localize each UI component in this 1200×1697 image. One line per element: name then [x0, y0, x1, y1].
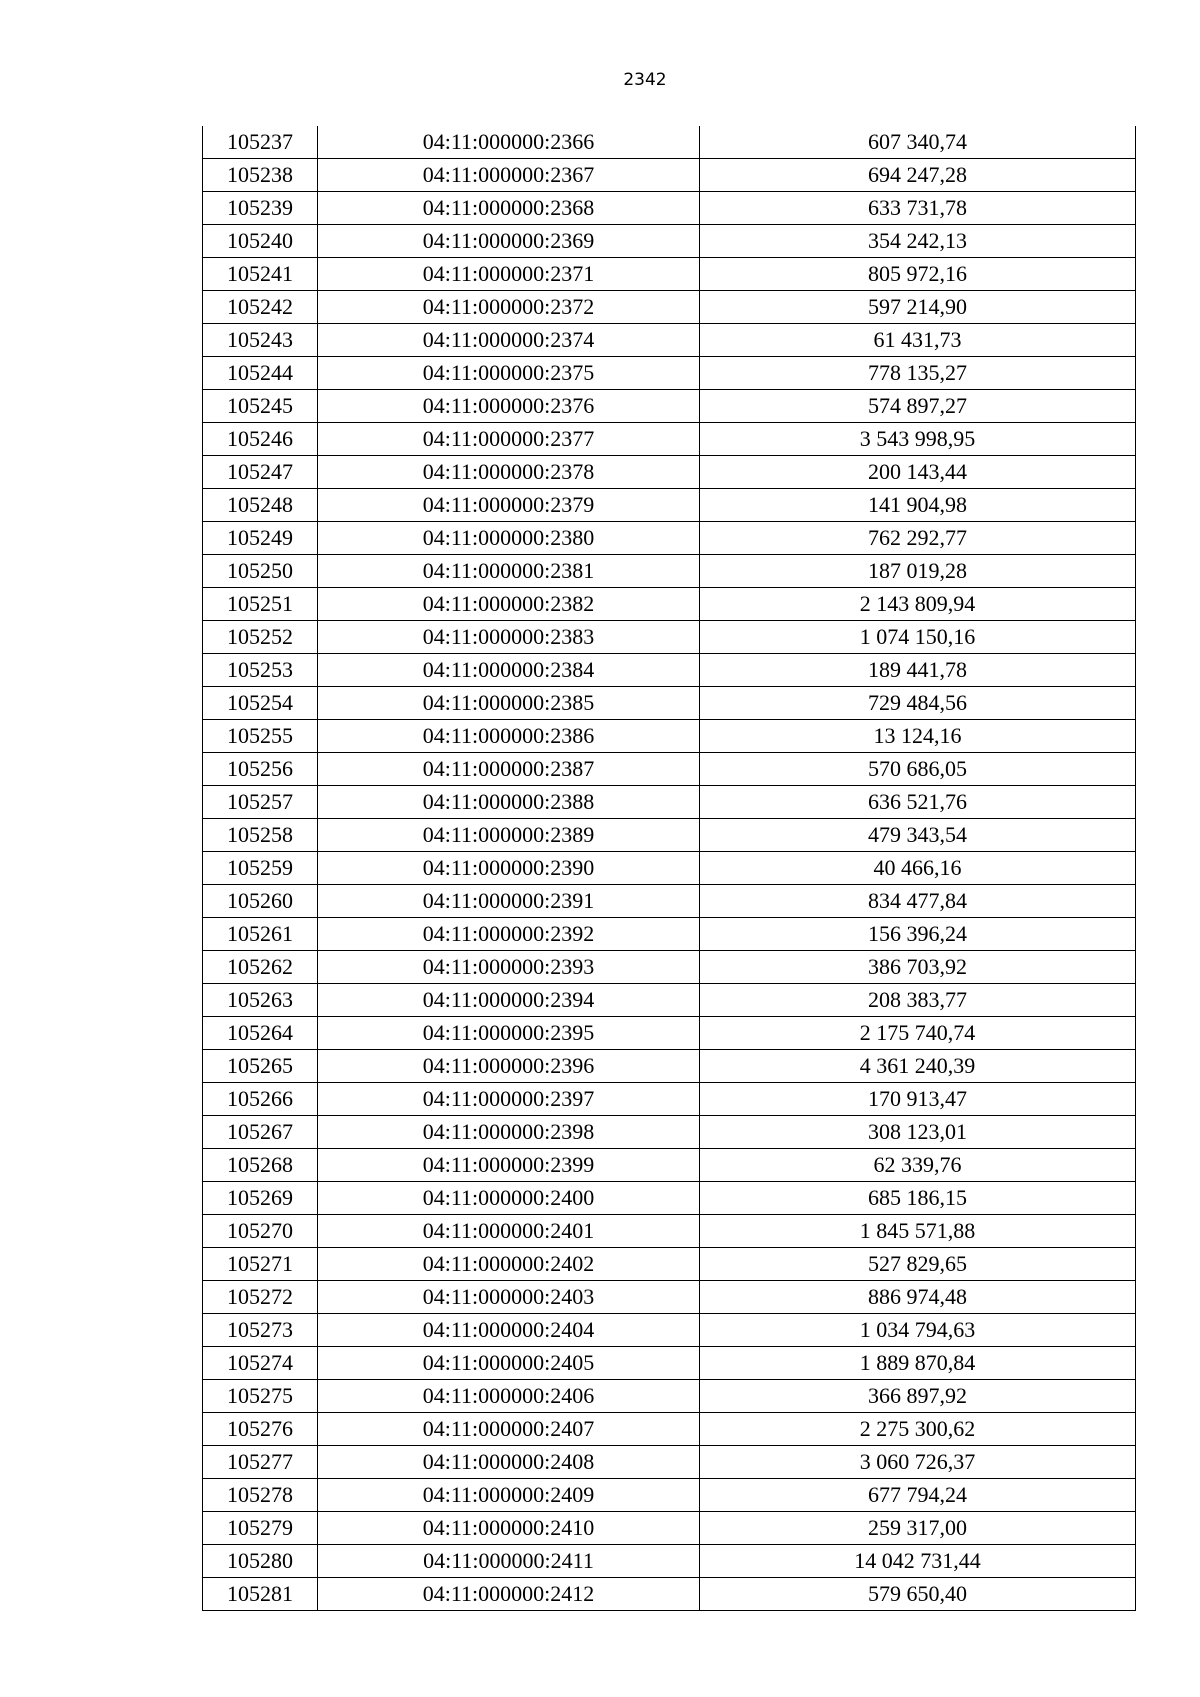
cadastral-number-cell: 04:11:000000:2390: [318, 852, 700, 885]
cadastral-value-cell: 354 242,13: [700, 225, 1136, 258]
record-number-cell: 105275: [203, 1380, 318, 1413]
cadastral-number-cell: 04:11:000000:2391: [318, 885, 700, 918]
cadastral-value-cell: 3 543 998,95: [700, 423, 1136, 456]
record-number-cell: 105241: [203, 258, 318, 291]
cadastral-value-cell: 805 972,16: [700, 258, 1136, 291]
cadastral-value-cell: 308 123,01: [700, 1116, 1136, 1149]
record-number-cell: 105239: [203, 192, 318, 225]
table-row: [203, 1446, 1136, 1479]
cadastral-number-cell: 04:11:000000:2378: [318, 456, 700, 489]
cadastral-number-cell: 04:11:000000:2407: [318, 1413, 700, 1446]
cadastral-value-cell: 3 060 726,37: [700, 1446, 1136, 1479]
cadastral-value-cell: 170 913,47: [700, 1083, 1136, 1116]
record-number-cell: 105258: [203, 819, 318, 852]
table-row: [203, 1083, 1136, 1116]
record-number-cell: 105272: [203, 1281, 318, 1314]
table-row: [203, 1380, 1136, 1413]
cadastral-value-cell: 386 703,92: [700, 951, 1136, 984]
record-number-cell: 105273: [203, 1314, 318, 1347]
record-number-cell: 105261: [203, 918, 318, 951]
table-row: [203, 852, 1136, 885]
record-number-cell: 105265: [203, 1050, 318, 1083]
table-row: [203, 1215, 1136, 1248]
table-row: [203, 1479, 1136, 1512]
table-row: [203, 786, 1136, 819]
table-row: [203, 654, 1136, 687]
cadastral-value-cell: 189 441,78: [700, 654, 1136, 687]
table-row: [203, 423, 1136, 456]
record-number-cell: 105277: [203, 1446, 318, 1479]
record-number-cell: 105240: [203, 225, 318, 258]
record-number-cell: 105266: [203, 1083, 318, 1116]
cadastral-value-cell: 2 143 809,94: [700, 588, 1136, 621]
record-number-cell: 105259: [203, 852, 318, 885]
table-row: [203, 621, 1136, 654]
record-number-cell: 105250: [203, 555, 318, 588]
table-row: [203, 1545, 1136, 1578]
table-row: [203, 1017, 1136, 1050]
cadastral-value-cell: 1 074 150,16: [700, 621, 1136, 654]
cadastral-value-cell: 4 361 240,39: [700, 1050, 1136, 1083]
record-number-cell: 105249: [203, 522, 318, 555]
record-number-cell: 105244: [203, 357, 318, 390]
cadastral-number-cell: 04:11:000000:2380: [318, 522, 700, 555]
record-number-cell: 105237: [203, 126, 318, 159]
cadastral-value-cell: 200 143,44: [700, 456, 1136, 489]
table-row: [203, 1314, 1136, 1347]
cadastral-number-cell: 04:11:000000:2399: [318, 1149, 700, 1182]
cadastral-number-cell: 04:11:000000:2389: [318, 819, 700, 852]
record-number-cell: 105246: [203, 423, 318, 456]
cadastral-number-cell: 04:11:000000:2392: [318, 918, 700, 951]
table-row: [203, 687, 1136, 720]
record-number-cell: 105256: [203, 753, 318, 786]
cadastral-value-cell: 570 686,05: [700, 753, 1136, 786]
table-row: [203, 1347, 1136, 1380]
table-row: [203, 1050, 1136, 1083]
table-row: [203, 522, 1136, 555]
cadastral-number-cell: 04:11:000000:2384: [318, 654, 700, 687]
cadastral-number-cell: 04:11:000000:2409: [318, 1479, 700, 1512]
cadastral-number-cell: 04:11:000000:2406: [318, 1380, 700, 1413]
table-row: [203, 819, 1136, 852]
record-number-cell: 105260: [203, 885, 318, 918]
registry-table-body: [203, 126, 1136, 1611]
table-row: [203, 720, 1136, 753]
table-row: [203, 225, 1136, 258]
record-number-cell: 105270: [203, 1215, 318, 1248]
record-number-cell: 105271: [203, 1248, 318, 1281]
table-row: [203, 1182, 1136, 1215]
record-number-cell: 105243: [203, 324, 318, 357]
cadastral-number-cell: 04:11:000000:2375: [318, 357, 700, 390]
record-number-cell: 105267: [203, 1116, 318, 1149]
cadastral-value-cell: 1 034 794,63: [700, 1314, 1136, 1347]
cadastral-value-cell: 1 889 870,84: [700, 1347, 1136, 1380]
cadastral-number-cell: 04:11:000000:2376: [318, 390, 700, 423]
cadastral-value-cell: 2 175 740,74: [700, 1017, 1136, 1050]
record-number-cell: 105252: [203, 621, 318, 654]
cadastral-value-cell: 61 431,73: [700, 324, 1136, 357]
record-number-cell: 105279: [203, 1512, 318, 1545]
cadastral-number-cell: 04:11:000000:2400: [318, 1182, 700, 1215]
cadastral-number-cell: 04:11:000000:2411: [318, 1545, 700, 1578]
record-number-cell: 105263: [203, 984, 318, 1017]
cadastral-value-cell: 579 650,40: [700, 1578, 1136, 1611]
cadastral-number-cell: 04:11:000000:2388: [318, 786, 700, 819]
record-number-cell: 105262: [203, 951, 318, 984]
cadastral-number-cell: 04:11:000000:2387: [318, 753, 700, 786]
table-row: [203, 1413, 1136, 1446]
cadastral-number-cell: 04:11:000000:2371: [318, 258, 700, 291]
table-row: [203, 159, 1136, 192]
cadastral-value-cell: 607 340,74: [700, 126, 1136, 159]
cadastral-value-cell: 762 292,77: [700, 522, 1136, 555]
cadastral-value-cell: 574 897,27: [700, 390, 1136, 423]
cadastral-value-cell: 14 042 731,44: [700, 1545, 1136, 1578]
table-row: [203, 555, 1136, 588]
record-number-cell: 105280: [203, 1545, 318, 1578]
record-number-cell: 105257: [203, 786, 318, 819]
cadastral-value-cell: 13 124,16: [700, 720, 1136, 753]
table-row: [203, 984, 1136, 1017]
table-row: [203, 951, 1136, 984]
table-row: [203, 1248, 1136, 1281]
cadastral-number-cell: 04:11:000000:2393: [318, 951, 700, 984]
cadastral-value-cell: 778 135,27: [700, 357, 1136, 390]
table-row: [203, 324, 1136, 357]
cadastral-value-cell: 2 275 300,62: [700, 1413, 1136, 1446]
cadastral-number-cell: 04:11:000000:2383: [318, 621, 700, 654]
cadastral-number-cell: 04:11:000000:2396: [318, 1050, 700, 1083]
cadastral-number-cell: 04:11:000000:2374: [318, 324, 700, 357]
cadastral-number-cell: 04:11:000000:2408: [318, 1446, 700, 1479]
cadastral-value-cell: 1 845 571,88: [700, 1215, 1136, 1248]
table-row: [203, 588, 1136, 621]
cadastral-value-cell: 527 829,65: [700, 1248, 1136, 1281]
table-row: [203, 489, 1136, 522]
cadastral-number-cell: 04:11:000000:2404: [318, 1314, 700, 1347]
record-number-cell: 105278: [203, 1479, 318, 1512]
cadastral-number-cell: 04:11:000000:2368: [318, 192, 700, 225]
cadastral-number-cell: 04:11:000000:2379: [318, 489, 700, 522]
cadastral-number-cell: 04:11:000000:2381: [318, 555, 700, 588]
table-row: [203, 1578, 1136, 1611]
table-row: [203, 456, 1136, 489]
cadastral-value-cell: 886 974,48: [700, 1281, 1136, 1314]
cadastral-number-cell: 04:11:000000:2367: [318, 159, 700, 192]
record-number-cell: 105274: [203, 1347, 318, 1380]
cadastral-value-cell: 597 214,90: [700, 291, 1136, 324]
record-number-cell: 105251: [203, 588, 318, 621]
table-row: [203, 1149, 1136, 1182]
cadastral-number-cell: 04:11:000000:2402: [318, 1248, 700, 1281]
cadastral-value-cell: 633 731,78: [700, 192, 1136, 225]
cadastral-number-cell: 04:11:000000:2377: [318, 423, 700, 456]
cadastral-number-cell: 04:11:000000:2369: [318, 225, 700, 258]
cadastral-value-cell: 141 904,98: [700, 489, 1136, 522]
record-number-cell: 105253: [203, 654, 318, 687]
table-row: [203, 258, 1136, 291]
cadastral-value-cell: 636 521,76: [700, 786, 1136, 819]
cadastral-value-cell: 694 247,28: [700, 159, 1136, 192]
table-row: [203, 1512, 1136, 1545]
cadastral-value-cell: 62 339,76: [700, 1149, 1136, 1182]
table-row: [203, 753, 1136, 786]
cadastral-value-cell: 729 484,56: [700, 687, 1136, 720]
cadastral-value-cell: 40 466,16: [700, 852, 1136, 885]
cadastral-number-cell: 04:11:000000:2386: [318, 720, 700, 753]
record-number-cell: 105242: [203, 291, 318, 324]
cadastral-value-cell: 677 794,24: [700, 1479, 1136, 1512]
record-number-cell: 105276: [203, 1413, 318, 1446]
cadastral-number-cell: 04:11:000000:2372: [318, 291, 700, 324]
table-row: [203, 390, 1136, 423]
cadastral-number-cell: 04:11:000000:2382: [318, 588, 700, 621]
record-number-cell: 105247: [203, 456, 318, 489]
record-number-cell: 105255: [203, 720, 318, 753]
table-row: [203, 918, 1136, 951]
cadastral-number-cell: 04:11:000000:2385: [318, 687, 700, 720]
cadastral-number-cell: 04:11:000000:2398: [318, 1116, 700, 1149]
cadastral-number-cell: 04:11:000000:2410: [318, 1512, 700, 1545]
table-row: [203, 885, 1136, 918]
cadastral-value-cell: 366 897,92: [700, 1380, 1136, 1413]
cadastral-number-cell: 04:11:000000:2412: [318, 1578, 700, 1611]
record-number-cell: 105268: [203, 1149, 318, 1182]
cadastral-number-cell: 04:11:000000:2397: [318, 1083, 700, 1116]
cadastral-value-cell: 479 343,54: [700, 819, 1136, 852]
table-row: [203, 126, 1136, 159]
cadastral-number-cell: 04:11:000000:2403: [318, 1281, 700, 1314]
cadastral-number-cell: 04:11:000000:2405: [318, 1347, 700, 1380]
cadastral-number-cell: 04:11:000000:2395: [318, 1017, 700, 1050]
cadastral-number-cell: 04:11:000000:2401: [318, 1215, 700, 1248]
record-number-cell: 105264: [203, 1017, 318, 1050]
table-row: [203, 192, 1136, 225]
record-number-cell: 105269: [203, 1182, 318, 1215]
cadastral-value-cell: 685 186,15: [700, 1182, 1136, 1215]
table-row: [203, 1116, 1136, 1149]
record-number-cell: 105281: [203, 1578, 318, 1611]
table-row: [203, 357, 1136, 390]
cadastral-value-cell: 156 396,24: [700, 918, 1136, 951]
table-row: [203, 1281, 1136, 1314]
table-row: [203, 291, 1136, 324]
record-number-cell: 105248: [203, 489, 318, 522]
record-number-cell: 105238: [203, 159, 318, 192]
cadastral-number-cell: 04:11:000000:2394: [318, 984, 700, 1017]
cadastral-value-cell: 259 317,00: [700, 1512, 1136, 1545]
cadastral-number-cell: 04:11:000000:2366: [318, 126, 700, 159]
cadastral-value-cell: 208 383,77: [700, 984, 1136, 1017]
record-number-cell: 105245: [203, 390, 318, 423]
page-number: 2342: [623, 70, 667, 90]
cadastral-value-cell: 834 477,84: [700, 885, 1136, 918]
cadastral-value-cell: 187 019,28: [700, 555, 1136, 588]
record-number-cell: 105254: [203, 687, 318, 720]
registry-table: [202, 126, 1136, 1611]
